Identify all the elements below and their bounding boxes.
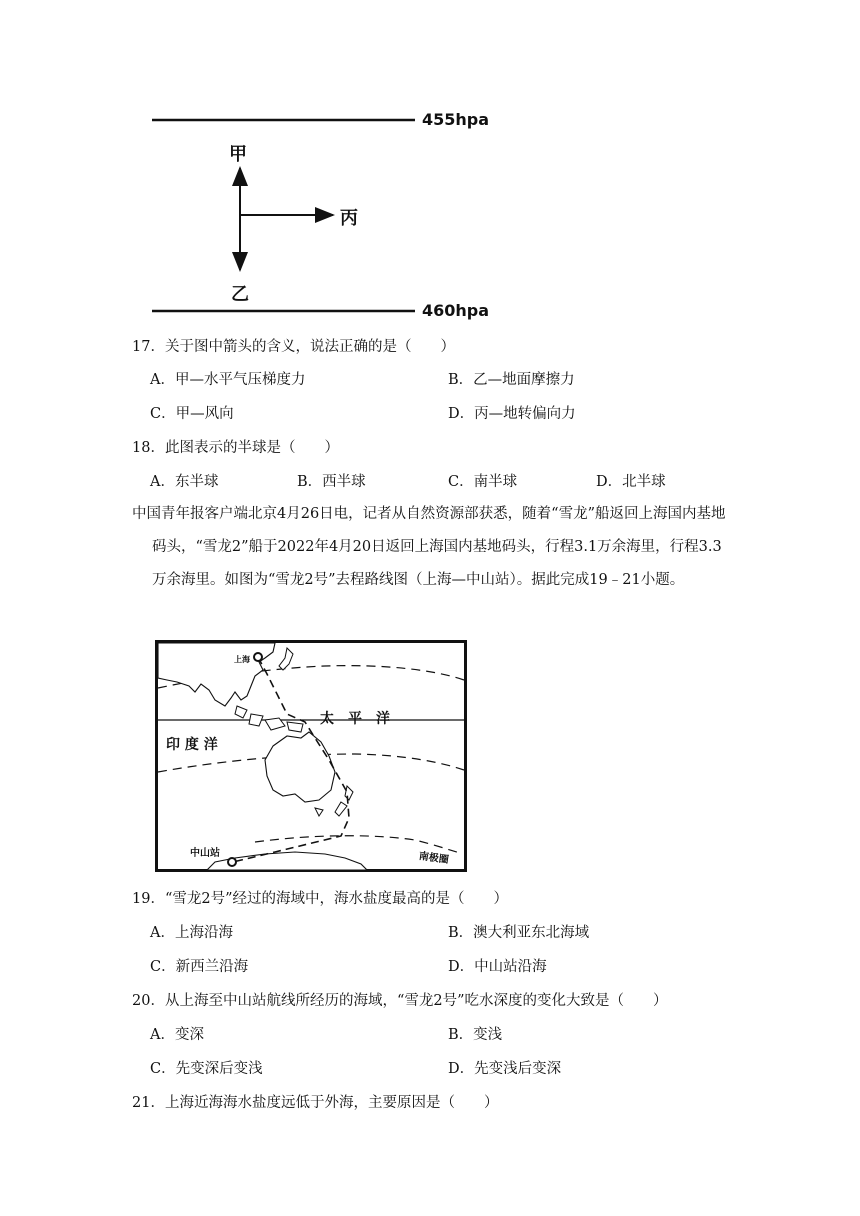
q20-option-d: D．先变浅后变深: [448, 1061, 562, 1077]
route-map: [155, 640, 467, 872]
label-jia: 甲: [229, 144, 247, 165]
q17-option-d: D．丙—地转偏向力: [448, 406, 576, 422]
isobar-460-label: 460hpa: [422, 301, 490, 320]
q20-option-b: B．变浅: [448, 1027, 503, 1043]
q19-stem: 19．“雪龙2号”经过的海域中，海水盐度最高的是（ ）: [132, 891, 508, 907]
q19-option-d: D．中山站沿海: [448, 959, 547, 975]
isobar-diagram-svg: [140, 100, 520, 330]
label-yi: 乙: [231, 284, 249, 305]
q21-stem: 21．上海近海海水盐度远低于外海，主要原因是（ ）: [132, 1095, 499, 1111]
route-map-svg: [155, 640, 467, 872]
map-label-antarctic-circle: 南极圈: [418, 850, 450, 867]
map-label-indian: 印 度 洋: [166, 737, 218, 753]
q18-option-b: B．西半球: [297, 474, 366, 490]
q17-option-c: C．甲—风向: [150, 406, 234, 422]
shanghai-marker: [254, 653, 262, 661]
map-label-pacific: 太 平 洋: [320, 711, 390, 727]
label-bing: 丙: [340, 208, 358, 229]
q20-option-a: A．变深: [150, 1027, 204, 1043]
q18-option-c: C．南半球: [448, 474, 518, 490]
q17-option-a: A．甲—水平气压梯度力: [150, 372, 306, 388]
passage-text: 中国青年报客户端北京4月26日电，记者从自然资源部获悉，随着“雪龙”船返回上海国内基地码头，“雪龙2”船于2022年4月20日返回上海国内基地码头，行程3.1万余海里，行程3.3万余海里。如图为“雪龙2号”去程路线图（上海—中山站）。据此完成19﹣21小题。: [132, 506, 726, 588]
q19-option-b: B．澳大利亚东北海域: [448, 925, 590, 941]
q17-option-b: B．乙—地面摩擦力: [448, 372, 575, 388]
q18-option-d: D．北半球: [596, 474, 666, 490]
q20-option-c: C．先变深后变浅: [150, 1061, 263, 1077]
q18-stem: 18．此图表示的半球是（ ）: [132, 440, 339, 456]
q19-option-c: C．新西兰沿海: [150, 959, 249, 975]
q19-option-a: A．上海沿海: [150, 925, 233, 941]
map-label-zhongshan: 中山站: [190, 848, 220, 859]
isobar-455-label: 455hpa: [422, 110, 490, 129]
q20-stem: 20．从上海至中山站航线所经历的海域，“雪龙2号”吃水深度的变化大致是（ ）: [132, 993, 668, 1009]
q18-option-a: A．东半球: [150, 474, 219, 490]
zhongshan-marker: [228, 858, 236, 866]
q17-stem: 17．关于图中箭头的含义，说法正确的是（ ）: [132, 339, 455, 355]
map-label-shanghai: 上海: [234, 655, 250, 664]
isobar-figure: [140, 100, 520, 330]
